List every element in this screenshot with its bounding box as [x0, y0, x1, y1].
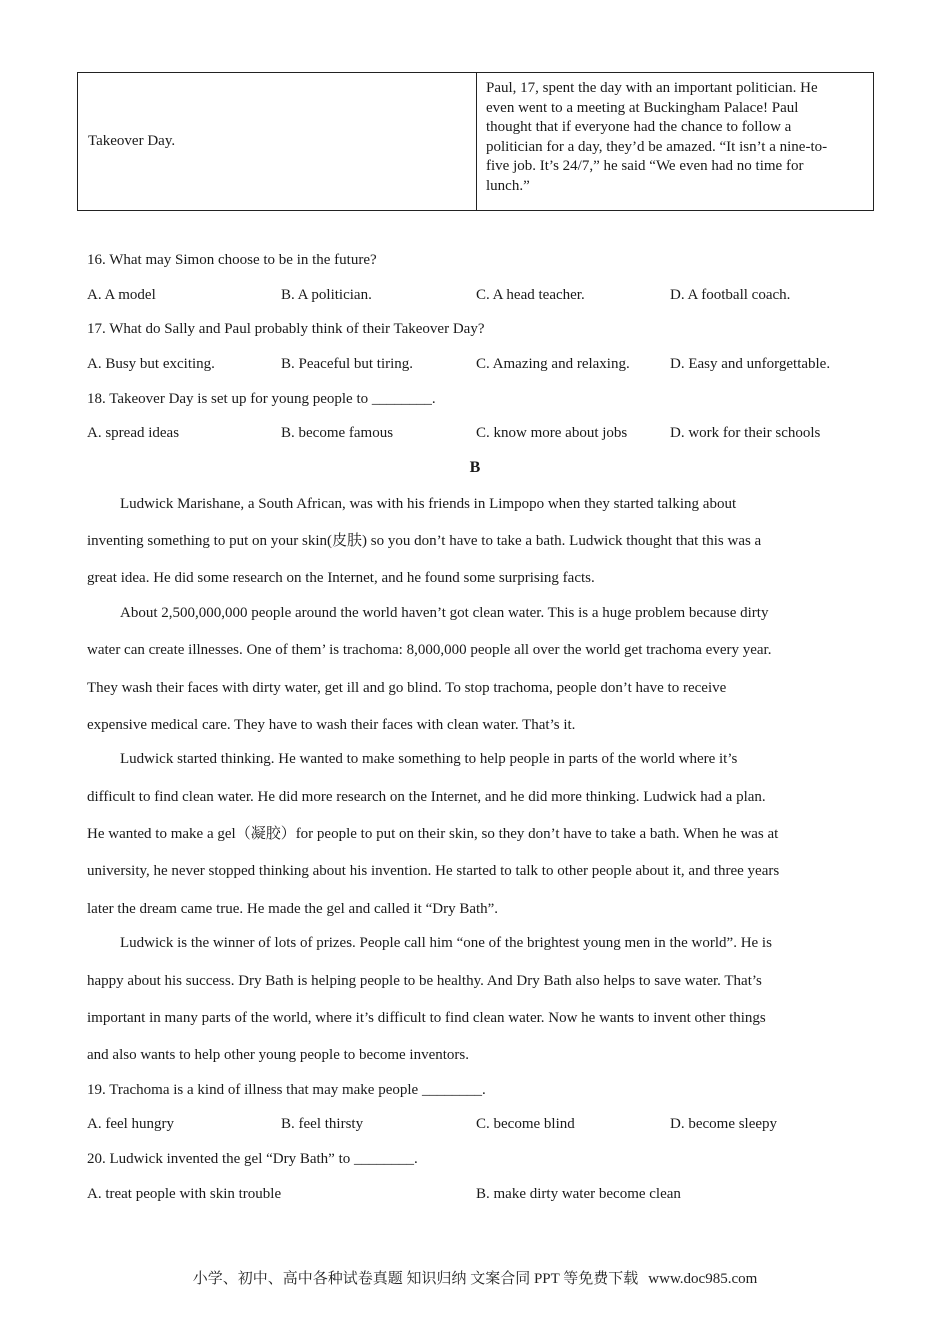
option-19b: B. feel thirsty: [281, 1116, 364, 1132]
passage-line: Ludwick started thinking. He wanted to make something to help people in parts of the world where it’s: [120, 751, 738, 767]
option-16d: D. A football coach.: [670, 287, 791, 303]
passage-line: and also wants to help other young people to become inventors.: [87, 1047, 469, 1063]
table-cell-label: Takeover Day.: [78, 73, 477, 211]
passage-line: He wanted to make a gel（凝胶）for people to put on their skin, so they don’t have to take a bath. When he was at: [87, 826, 779, 842]
takeover-table: [77, 72, 874, 211]
passage-line: happy about his success. Dry Bath is helping people to be healthy. And Dry Bath also helps to save water. That’s: [87, 973, 762, 989]
passage-line: inventing something to put on your skin(皮肤) so you don’t have to take a bath. Ludwick thought that this was a: [87, 533, 762, 549]
option-19a: A. feel hungry: [87, 1116, 175, 1132]
option-17b: B. Peaceful but tiring.: [281, 356, 414, 372]
table-cell-description: [477, 73, 874, 211]
question-17: 17. What do Sally and Paul probably think of their Takeover Day?: [87, 321, 485, 337]
table-text-line: five job. It’s 24/7,” he said “We even had no time for: [486, 158, 804, 174]
passage-line: They wash their faces with dirty water, get ill and go blind. To stop trachoma, people don’t have to receive: [87, 680, 727, 696]
question-19: 19. Trachoma is a kind of illness that may make people ________.: [87, 1082, 486, 1098]
question-20: 20. Ludwick invented the gel “Dry Bath” to ________.: [87, 1151, 418, 1167]
footer-link[interactable]: www.doc985.com: [648, 1271, 758, 1287]
table-text-line: thought that if everyone had the chance to follow a: [486, 119, 792, 135]
passage-line: great idea. He did some research on the Internet, and he found some surprising facts.: [87, 570, 595, 586]
passage-line: university, he never stopped thinking about his invention. He started to talk to other people about it, and three years: [87, 863, 780, 879]
question-16: 16. What may Simon choose to be in the future?: [87, 252, 377, 268]
passage-line: later the dream came true. He made the gel and called it “Dry Bath”.: [87, 901, 499, 917]
option-18a: A. spread ideas: [87, 425, 180, 441]
passage-line: water can create illnesses. One of them’ is trachoma: 8,000,000 people all over the world get trachoma every year.: [87, 642, 772, 658]
option-20a: A. treat people with skin trouble: [87, 1186, 282, 1202]
table-text-line: politician for a day, they’d be amazed. “It isn’t a nine-to-: [486, 138, 828, 155]
footer-text: 小学、初中、高中各种试卷真题 知识归纳 文案合同 PPT 等免费下载: [192, 1271, 639, 1287]
passage-line: Ludwick is the winner of lots of prizes. People call him “one of the brightest young men in the world”. He is: [120, 935, 772, 951]
option-18c: C. know more about jobs: [476, 425, 628, 441]
section-b-title: B: [469, 459, 481, 476]
passage-line: expensive medical care. They have to wash their faces with clean water. That’s it.: [87, 717, 576, 733]
page-footer: [0, 1270, 950, 1288]
passage-line: About 2,500,000,000 people around the world haven’t got clean water. This is a huge problem because dirty: [120, 605, 769, 621]
option-17d: D. Easy and unforgettable.: [670, 356, 831, 372]
passage-line: Ludwick Marishane, a South African, was with his friends in Limpopo when they started talking about: [120, 496, 737, 512]
question-18: 18. Takeover Day is set up for young people to ________.: [87, 391, 436, 407]
table-text-line: Paul, 17, spent the day with an important politician. He: [486, 80, 818, 96]
option-18d: D. work for their schools: [670, 425, 821, 441]
passage-line: difficult to find clean water. He did more research on the Internet, and he did more thinking. Ludwick had a plan.: [87, 789, 766, 805]
option-17a: A. Busy but exciting.: [87, 356, 215, 372]
option-19d: D. become sleepy: [670, 1116, 778, 1132]
option-16a: A. A model: [87, 287, 156, 303]
passage-line: important in many parts of the world, where it’s difficult to find clean water. Now he wants to invent other things: [87, 1010, 766, 1026]
table-text-line: lunch.”: [486, 177, 530, 194]
option-16b: B. A politician.: [281, 287, 372, 303]
option-16c: C. A head teacher.: [476, 287, 585, 303]
option-18b: B. become famous: [281, 425, 394, 441]
option-19c: C. become blind: [476, 1116, 575, 1132]
option-17c: C. Amazing and relaxing.: [476, 356, 630, 372]
option-20b: B. make dirty water become clean: [476, 1186, 681, 1202]
table-text-line: even went to a meeting at Buckingham Palace! Paul: [486, 99, 799, 116]
table-row: [78, 73, 874, 211]
